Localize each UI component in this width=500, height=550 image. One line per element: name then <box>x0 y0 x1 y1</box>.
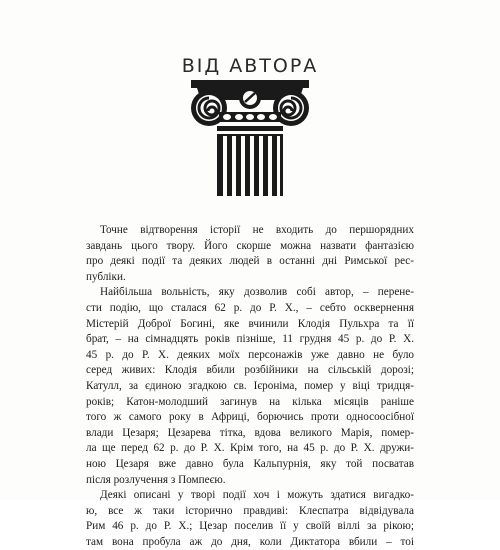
paragraph-3 <box>86 488 414 550</box>
text-line: Найбільша вольність, яку дозволив собі автор, – перене- <box>100 286 414 299</box>
ionic-column-capital-icon <box>183 78 317 198</box>
text-line: після розлучення з Помпеєю. <box>86 473 226 486</box>
text-line: про деякі події та деяких людей в останні дні Римської рес- <box>86 255 414 268</box>
author-note-text <box>86 223 414 550</box>
text-line: там вона пробула аж до дня, коли Диктатора вбили – тоі <box>86 535 414 548</box>
text-line: ла ще перед 62 р. до Р. Х. Крім того, на 45 р. до Р. Х. дружи- <box>86 442 414 455</box>
paragraph-2 <box>86 285 414 488</box>
text-line: сти подію, що сталася 62 р. до Р. Х., – себто осквернення <box>86 301 414 314</box>
text-line: брат, – на сімнадцять років пізніше, 11 грудня 45 р. до Р. Х. <box>86 333 414 346</box>
text-line: серед живих: Клодія вбили розбійники на сільській дорозі; <box>86 364 414 377</box>
text-line: Деякі описані у творі події хоч і можуть здатися вигадко- <box>100 489 414 502</box>
text-line: ною Цезаря вже давно була Кальпурнія, яку той посватав <box>86 457 414 470</box>
paragraph-1 <box>86 223 414 285</box>
text-line: публіки. <box>86 270 126 283</box>
text-line: Містерій Доброї Богині, яке вчинили Клодія Пульхра та її <box>86 317 414 330</box>
text-line: того ж самого року в Африці, борючись проти односоосібної <box>86 411 414 424</box>
text-line: 45 р. до Р. Х. деяких моїх персонажів уже давно не було <box>86 348 414 361</box>
page-title: ВІД АВТОРА <box>181 54 319 77</box>
text-line: Катулл, за єдиною згадкою св. Ієроніма, помер у віці тридця- <box>86 379 414 392</box>
text-line: завдань цього твору. Його скорше можна назвати фантазією <box>86 239 414 252</box>
text-line: влади Цезаря; Цезарева тітка, вдова великого Марія, помер- <box>86 426 414 439</box>
text-line: ю, все ж таки історично правдиві: Клеспатра відвідувала <box>86 504 414 517</box>
text-line: років; Катон-молодший загинув на кілька місяців раніше <box>86 395 414 408</box>
text-line: Точне відтворення історії не входить до першорядних <box>100 224 414 236</box>
text-line: Рим 46 р. до Р. Х.; Цезар поселив її у своїй віллі за рікою; <box>86 520 414 533</box>
